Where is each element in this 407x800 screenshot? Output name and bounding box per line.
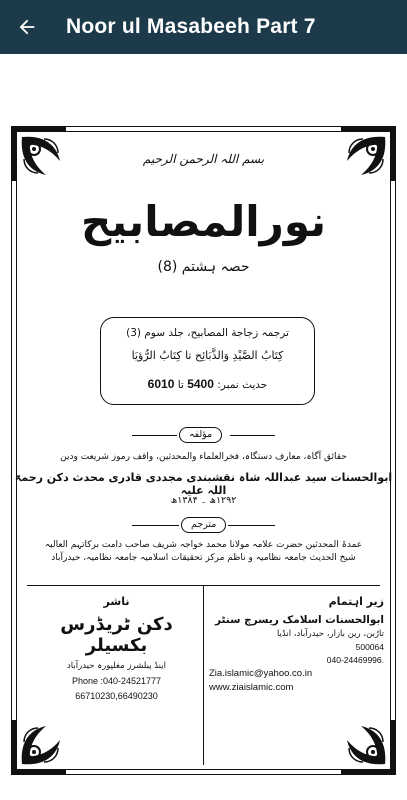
author-tag: مؤلفہ <box>179 427 222 443</box>
author-dates: ۱۲۹۲ھ ۔ ۱۳۸۴ھ <box>170 495 237 506</box>
divider <box>230 435 275 436</box>
hadith-range <box>101 377 314 391</box>
translator-line-1: عمدۃ المحدثین حضرت علامہ مولانا محمد خواجہ شریف صاحب دامت برکاتہم العالیہ <box>44 540 363 550</box>
org-phone: 040-24469996. <box>326 655 384 665</box>
author-name: ابوالحسنات سید عبداللہ شاہ نقشبندی مجددی قادری محدث دکن رحمۃ اللہ علیہ <box>14 471 393 497</box>
subtitle-box <box>100 317 315 405</box>
seller-phone: Phone :040-24521777 <box>71 676 162 686</box>
corner-ornament-icon <box>10 718 68 776</box>
hadith-to-label: تا <box>177 379 184 391</box>
divider <box>228 525 275 526</box>
org-heading: زیر اہتمام <box>328 595 384 608</box>
translation-note: ترجمہ زجاجة المصابیح، جلد سوم (3) <box>126 327 289 339</box>
arrow-back-icon <box>16 16 38 38</box>
back-button[interactable] <box>0 0 54 54</box>
hadith-from: 5400 <box>187 377 214 391</box>
translator-line-2: شیخ الحدیث جامعہ نظامیہ و ناظم مرکز تحقیقات اسلامیہ جامعہ نظامیہ، حیدرآباد <box>51 553 356 563</box>
bismillah: بسم اللہ الرحمن الرحیم <box>142 152 265 166</box>
translator-tag: مترجم <box>181 517 226 533</box>
column-divider <box>203 585 204 765</box>
divider <box>132 525 179 526</box>
seller-phone-2: 66710230,66490230 <box>75 691 158 701</box>
publisher-seller <box>34 595 199 701</box>
app-bar <box>0 0 407 54</box>
org-name: ابوالحسنات اسلامک ریسرچ سنٹر <box>214 614 384 626</box>
seller-heading: ناشر <box>103 595 130 608</box>
seller-name: دکن ٹریڈرس بکسیلر <box>60 614 173 656</box>
org-address: تاڑبن، رین بازار، حیدرآباد، انڈیا <box>276 629 384 639</box>
org-email: Zia.islamic@yahoo.co.in <box>209 668 313 679</box>
divider <box>132 435 177 436</box>
publisher-org <box>209 595 384 693</box>
book-title: نورالمصابیح <box>81 197 326 246</box>
seller-subtitle: اینڈ پبلشرز مغلپورہ حیدرآباد <box>67 661 166 671</box>
book-title-page <box>11 126 396 775</box>
page-title: Noor ul Masabeeh Part 7 <box>66 15 316 38</box>
author-description: حقائق آگاہ، معارف دستگاہ، فخرالعلماء والمحدثین، واقف رموز شریعت ودین <box>60 452 347 462</box>
part-label: حصہ ہشتم (8) <box>157 259 250 275</box>
org-website: www.ziaislamic.com <box>209 682 294 693</box>
hadith-to: 6010 <box>147 377 175 391</box>
chapter-range: كِتَابُ الصَّيْدِ وَالذَّبَائِح تا كِتَابُ الرُّؤيَا <box>131 349 284 362</box>
org-postal: 500064 <box>355 642 384 652</box>
corner-ornament-icon <box>339 718 397 776</box>
hadith-label: حدیث نمبر: <box>217 379 268 391</box>
